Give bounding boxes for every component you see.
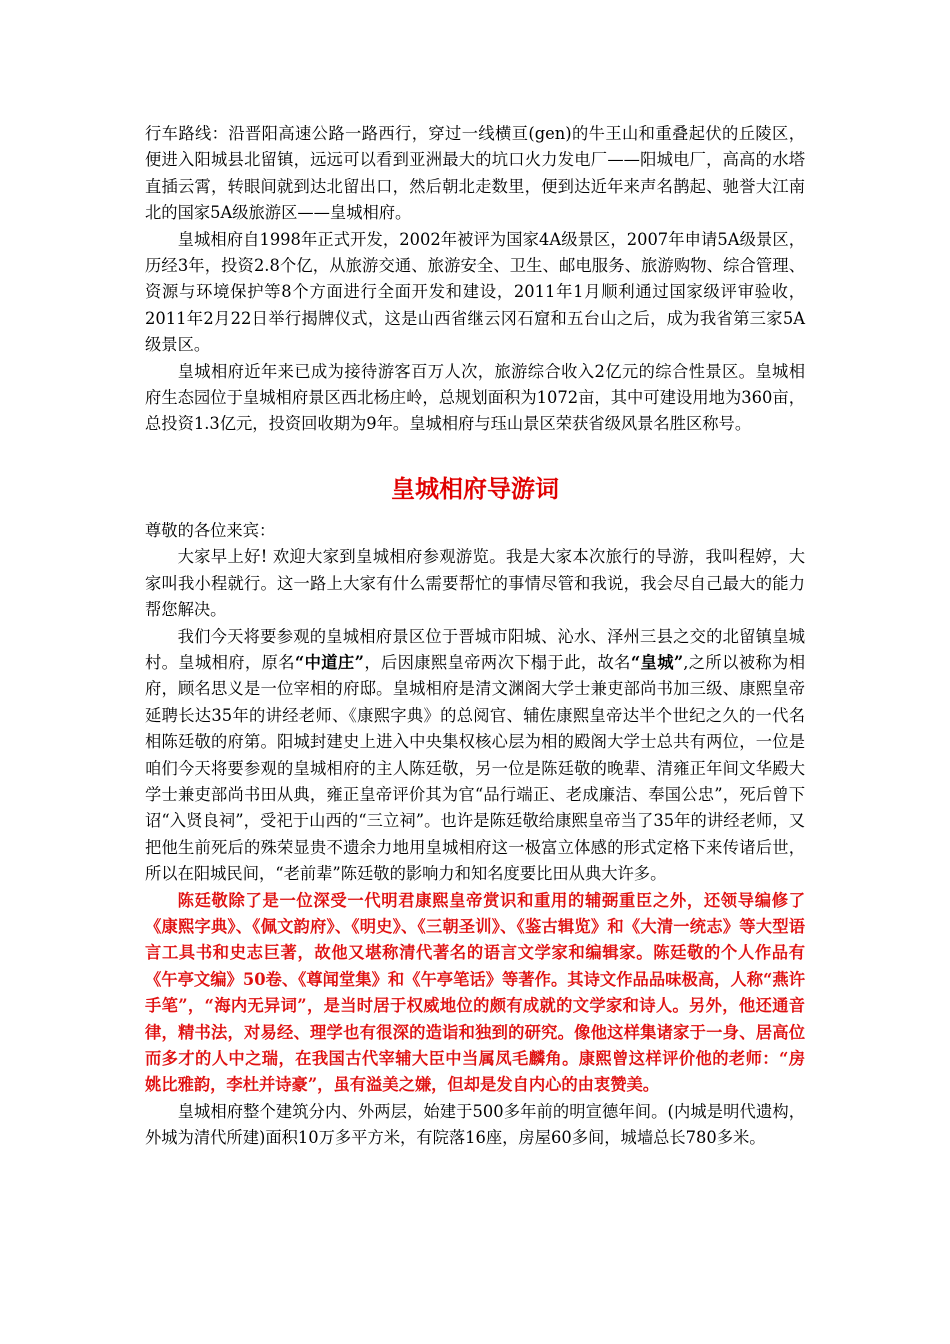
paragraph-history: 皇城相府自1998年正式开发，2002年被评为国家4A级景区，2007年申请5A级景区，历经3年，投资2.8个亿，从旅游交通、旅游安全、卫生、邮电服务、旅游购物、综合管理、资源与环境保护等8个方面进行全面开发和建设，2011年1月顺利通过国家级评审验收，2011年2月22日举行揭牌仪式，这是山西省继云冈石窟和五台山之后，成为我省第三家5A级景区。 (145, 229, 805, 355)
paragraph-route: 行车路线：沿晋阳高速公路一路西行，穿过一线横亘(gen)的牛王山和重叠起伏的丘陵区，便进入阳城县北留镇，远远可以看到亚洲最大的坑口火力发电厂——阳城电厂，高高的水塔直插云霄，转眼间就到达北留出口，然后朝北走数里，便到达近年来声名鹊起、驰誉大江南北的国家5A级旅游区——皇城相府。 (145, 124, 805, 223)
paragraph-architecture: 皇城相府整个建筑分内、外两层，始建于500多年前的明宣德年间。(内城是明代遗构，外城为清代所建)面积10万多平方米，有院落16座，房屋60多间，城墙总长780多米。 (145, 1101, 805, 1148)
huangcheng-highlight: “皇城” (630, 652, 684, 672)
location-text-e: ,之所以被称为相府，顾名思义是一位宰相的府邸。皇城相府是清文渊阁大学士兼吏部尚书加三级、康熙皇帝延聘长达35年的讲经老师、《康熙字典》的总阅官、辅佐康熙皇帝达半个世纪之久的一代名相陈廷敬的府第。阳城封建史上进入中央集权核心层为相的殿阁大学士总共有两位，一位是咱们今天将要参观的皇城相府的主人陈廷敬，另一位是陈廷敬的晚辈、清雍正年间文华殿大学士兼吏部尚书田从典，雍正皇帝评价其为官“品行端正、老成廉洁、奉国公忠”，死后曾下诏“入贤良祠”，受祀于山西的“三立祠”。也许是陈廷敬给康熙皇帝当了35年的讲经老师，又把他生前死后的殊荣显贵不遗余力地用皇城相府这一极富立体感的形式定格下来传诸后世，所以在阳城民间，“老前辈”陈廷敬的影响力和知名度要比田从典大许多。 (145, 652, 805, 884)
paragraph-welcome: 大家早上好! 欢迎大家到皇城相府参观游览。我是大家本次旅行的导游，我叫程婷，大家叫我小程就行。这一路上大家有什么需要帮忙的事情尽管和我说，我会尽自己最大的能力帮您解决。 (145, 547, 805, 620)
original-name-highlight: “中道庄” (294, 652, 364, 672)
paragraph-location (145, 624, 805, 888)
greeting: 尊敬的各位来宾： (145, 520, 276, 540)
location-text-a: 我们今天将要参观的皇城相府景区位于晋城市阳城、沁水、泽州三县之交的北留镇皇城村。皇城相府，原名 (145, 626, 805, 672)
paragraph-chen-tingjing: 陈廷敬除了是一位深受一代明君康熙皇帝赏识和重用的辅弼重臣之外，还领导编修了《康熙字典》、《佩文韵府》、《明史》、《三朝圣训》、《鉴古辑览》和《大清一统志》等大型语言工具书和史志巨著，故他又堪称清代著名的语言文学家和编辑家。陈廷敬的个人作品有《午亭文编》50卷、《尊闻堂集》和《午亭笔话》等著作。其诗文作品品味极高，人称“燕许手笔”，“海内无异词”，是当时居于权威地位的颇有成就的文学家和诗人。另外，他还通音律，精书法，对易经、理学也有很深的造诣和独到的研究。像他这样集诸家于一身、居高位而多才的人中之瑞，在我国古代宰辅大臣中当属凤毛麟角。康熙曾这样评价他的老师：“房姚比雅韵，李杜并诗豪”，虽有溢美之嫌，但却是发自内心的由衷赞美。 (145, 890, 805, 1095)
location-text-c: ，后因康熙皇帝两次下榻于此，故名 (363, 652, 631, 672)
page-title: 皇城相府导游词 (391, 473, 559, 503)
document-body (145, 121, 805, 1152)
paragraph-income: 皇城相府近年来已成为接待游客百万人次，旅游综合收入2亿元的综合性景区。皇城相府生态园位于皇城相府景区西北杨庄岭，总规划面积为1072亩，其中可建设用地为360亩，总投资1.3亿元，投资回收期为9年。皇城相府与珏山景区荣获省级风景名胜区称号。 (145, 361, 805, 434)
